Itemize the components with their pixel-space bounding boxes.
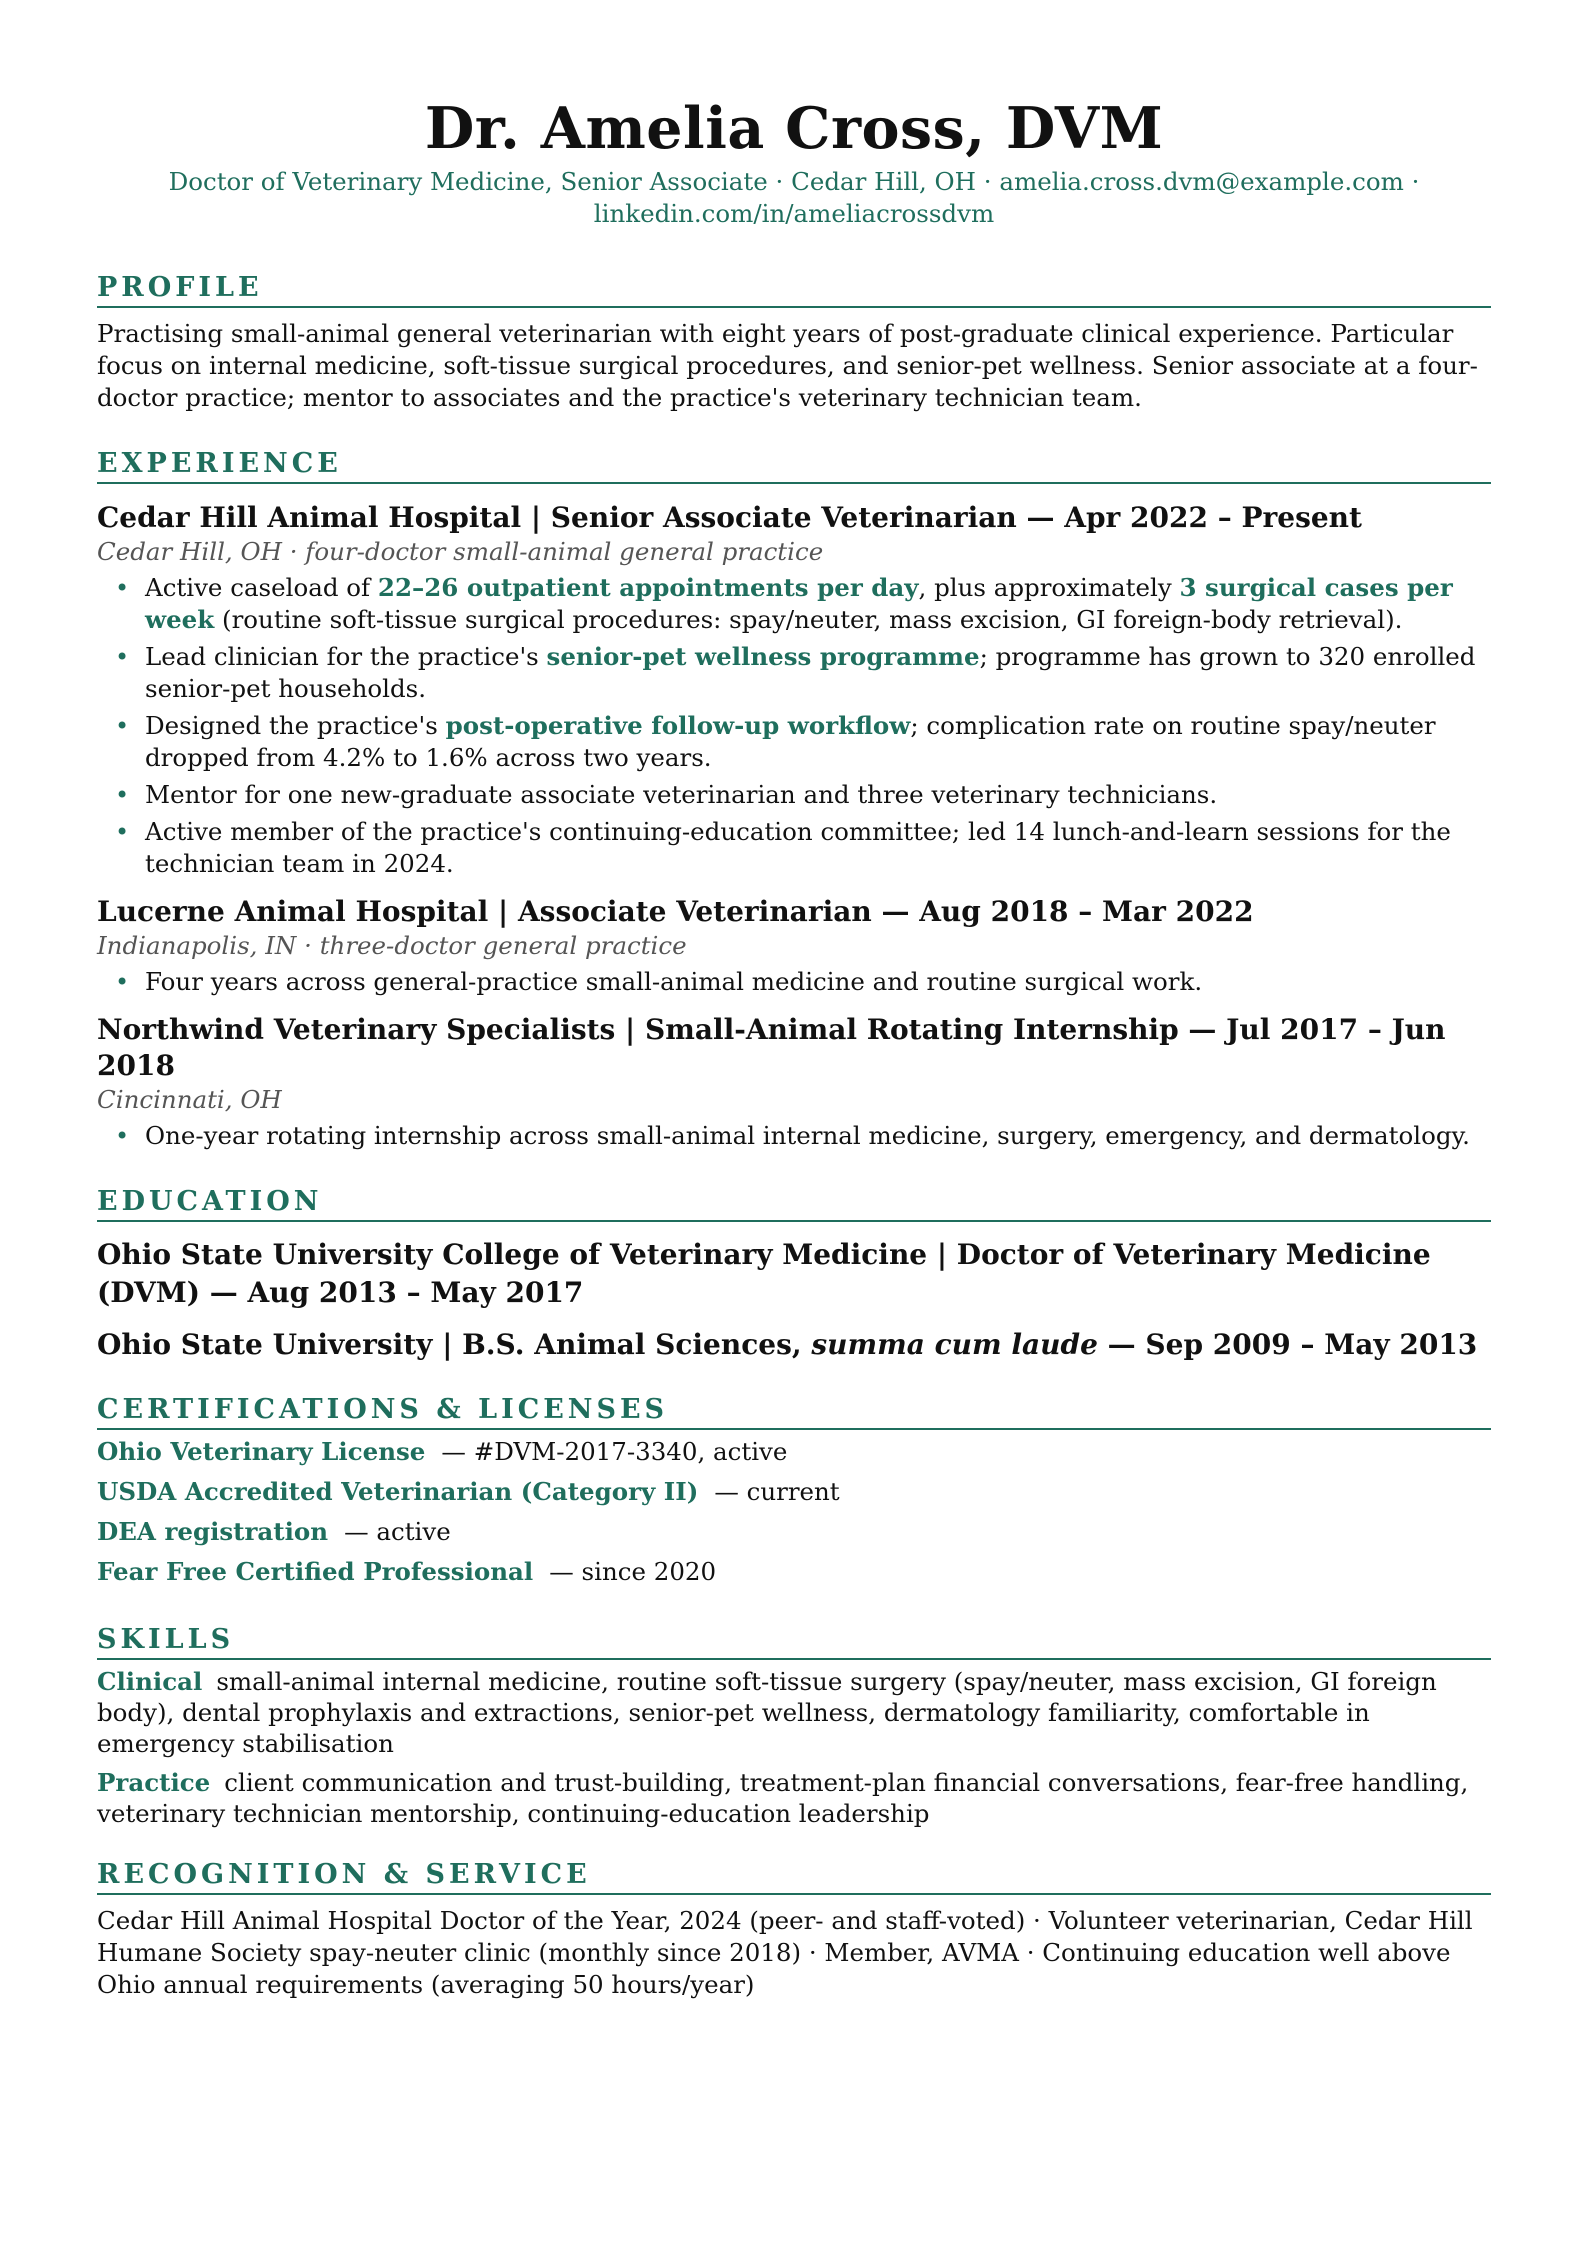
skill-list-text: client communication and trust-building, treatment-plan financial conversations, fear-free handling, veterinary technician mentorship, continuing-education leadership [97, 1767, 1469, 1828]
job-bullets [97, 966, 1491, 998]
job-list [97, 500, 1491, 1152]
skill-list [97, 1666, 1491, 1829]
bullet-item [115, 779, 1491, 811]
bullet-text: , plus approximately [918, 572, 1180, 602]
bullet-text: Designed the practice's [145, 710, 446, 740]
job-heading: Cedar Hill Animal Hospital | Senior Associate Veterinarian — Apr 2022 – Present [97, 500, 1362, 534]
certification-item [97, 1552, 1491, 1592]
education-entry-text: Ohio State University | B.S. Animal Sciences, [97, 1327, 812, 1361]
job-location: Cedar Hill, OH · four-doctor small-animal general practice [97, 536, 824, 566]
job-entry [97, 500, 1491, 880]
bullet-text: ; programme has grown to 320 enrolled senior-pet households. [145, 641, 1476, 703]
job-location: Cincinnati, OH [97, 1084, 282, 1114]
section-title-education: EDUCATION [97, 1186, 1491, 1222]
section-title-profile: PROFILE [97, 272, 1491, 308]
education-dates: — Sep 2009 – May 2013 [1097, 1327, 1478, 1361]
bullet-item [115, 966, 1491, 998]
certification-item [97, 1432, 1491, 1472]
bullet-text: Active caseload of [145, 572, 378, 602]
certifications-section [97, 1394, 1491, 1592]
bullet-text: Active member of the practice's continuing-education committee; led 14 lunch-and-learn sessions for the technician team in 2024. [145, 816, 1451, 878]
experience-section [97, 448, 1491, 1152]
certification-detail: — current [714, 1476, 840, 1506]
certification-name: USDA Accredited Veterinarian (Category II) [97, 1476, 699, 1506]
certification-name: DEA registration [97, 1516, 329, 1546]
skills-section [97, 1624, 1491, 1829]
certification-detail: — active [344, 1516, 451, 1546]
certification-detail: — since 2020 [549, 1556, 717, 1586]
section-title-skills: SKILLS [97, 1624, 1491, 1660]
certification-item [97, 1472, 1491, 1512]
bullet-text: One-year rotating internship across small-animal internal medicine, surgery, emergency, and dermatology. [145, 1120, 1470, 1150]
section-title-recognition: RECOGNITION & SERVICE [97, 1859, 1491, 1895]
bullet-dot-icon: • [115, 711, 130, 740]
job-entry [97, 1012, 1491, 1152]
certification-name: Fear Free Certified Professional [97, 1556, 534, 1586]
bullet-item [115, 816, 1491, 880]
skill-list-text: small-animal internal medicine, routine soft-tissue surgery (spay/neuter, mass excision, GI foreign body), dental prophylaxis and extractions, senior-pet wellness, dermatology familiarity, comfortable in emergency stabilisation [97, 1666, 1437, 1758]
highlight-text: post-operative follow-up workflow [445, 710, 911, 740]
highlight-text: 3 surgical cases per week [145, 572, 1453, 634]
linkedin-link[interactable]: linkedin.com/in/ameliacrossdvm [593, 198, 995, 228]
bullet-dot-icon: • [115, 817, 130, 846]
contact-line: Doctor of Veterinary Medicine, Senior Associate · Cedar Hill, OH · amelia.cross.dvm@example.com · [168, 166, 1420, 196]
bullet-dot-icon: • [115, 967, 130, 996]
candidate-name: Dr. Amelia Cross, DVM [424, 95, 1164, 162]
skill-category: Practice [97, 1767, 211, 1797]
bullet-item [115, 1120, 1491, 1152]
bullet-text: Mentor for one new-graduate associate veterinarian and three veterinary technicians. [145, 779, 1218, 809]
job-heading: Lucerne Animal Hospital | Associate Veterinarian — Aug 2018 – Mar 2022 [97, 894, 1254, 928]
skill-group [97, 1767, 1491, 1829]
certification-detail: — #DVM-2017-3340, active [441, 1436, 788, 1466]
highlight-text: 22–26 outpatient appointments per day [377, 572, 919, 602]
bullet-text: (routine soft-tissue surgical procedures: spay/neuter, mass excision, GI foreign-body retrieval). [214, 604, 1403, 634]
certification-name: Ohio Veterinary License [97, 1436, 426, 1466]
job-location: Indianapolis, IN · three-doctor general practice [97, 930, 687, 960]
bullet-text: Lead clinician for the practice's [145, 641, 547, 671]
bullet-dot-icon: • [115, 780, 130, 809]
bullet-item [115, 641, 1491, 705]
bullet-item [115, 710, 1491, 774]
resume-header [97, 96, 1491, 230]
bullet-text: ; complication rate on routine spay/neuter dropped from 4.2% to 1.6% across two years. [145, 710, 1436, 772]
job-heading: Northwind Veterinary Specialists | Small-Animal Rotating Internship — Jul 2017 – Jun 2018 [97, 1012, 1446, 1082]
bullet-dot-icon: • [115, 573, 130, 602]
recognition-text: Cedar Hill Animal Hospital Doctor of the Year, 2024 (peer- and staff-voted) · Volunteer veterinarian, Cedar Hill Humane Society spay-neuter clinic (monthly since 2018) · Member, AVMA · Continuing education well above Ohio annual requirements (averaging 50 hours/year) [97, 1905, 1473, 1999]
contact-info [97, 166, 1491, 230]
education-entry: Ohio State University College of Veterinary Medicine | Doctor of Veterinary Medicine (DVM) — Aug 2013 – May 2017 [97, 1237, 1431, 1309]
job-bullets [97, 1120, 1491, 1152]
certification-list [97, 1432, 1491, 1592]
bullet-dot-icon: • [115, 1121, 130, 1150]
education-entry [97, 1326, 1491, 1364]
bullet-item [115, 572, 1491, 636]
skill-category: Clinical [97, 1666, 203, 1696]
certification-item [97, 1512, 1491, 1552]
job-bullets [97, 572, 1491, 880]
bullet-dot-icon: • [115, 642, 130, 671]
skill-group [97, 1666, 1491, 1759]
recognition-section [97, 1859, 1491, 2001]
section-title-experience: EXPERIENCE [97, 448, 1491, 484]
education-honors: summa cum laude [811, 1327, 1098, 1361]
highlight-text: senior-pet wellness programme [546, 641, 980, 671]
section-title-certifications: CERTIFICATIONS & LICENSES [97, 1394, 1491, 1430]
profile-text: Practising small-animal general veterinarian with eight years of post-graduate clinical experience. Particular focus on internal medicine, soft-tissue surgical procedures, and senior-pet wellness. Senior associate at a four-doctor practice; mentor to associates and the practice's veterinary technician team. [97, 318, 1478, 412]
job-entry [97, 894, 1491, 998]
bullet-text: Four years across general-practice small-animal medicine and routine surgical work. [145, 966, 1203, 996]
education-section [97, 1186, 1491, 1364]
profile-section [97, 272, 1491, 414]
